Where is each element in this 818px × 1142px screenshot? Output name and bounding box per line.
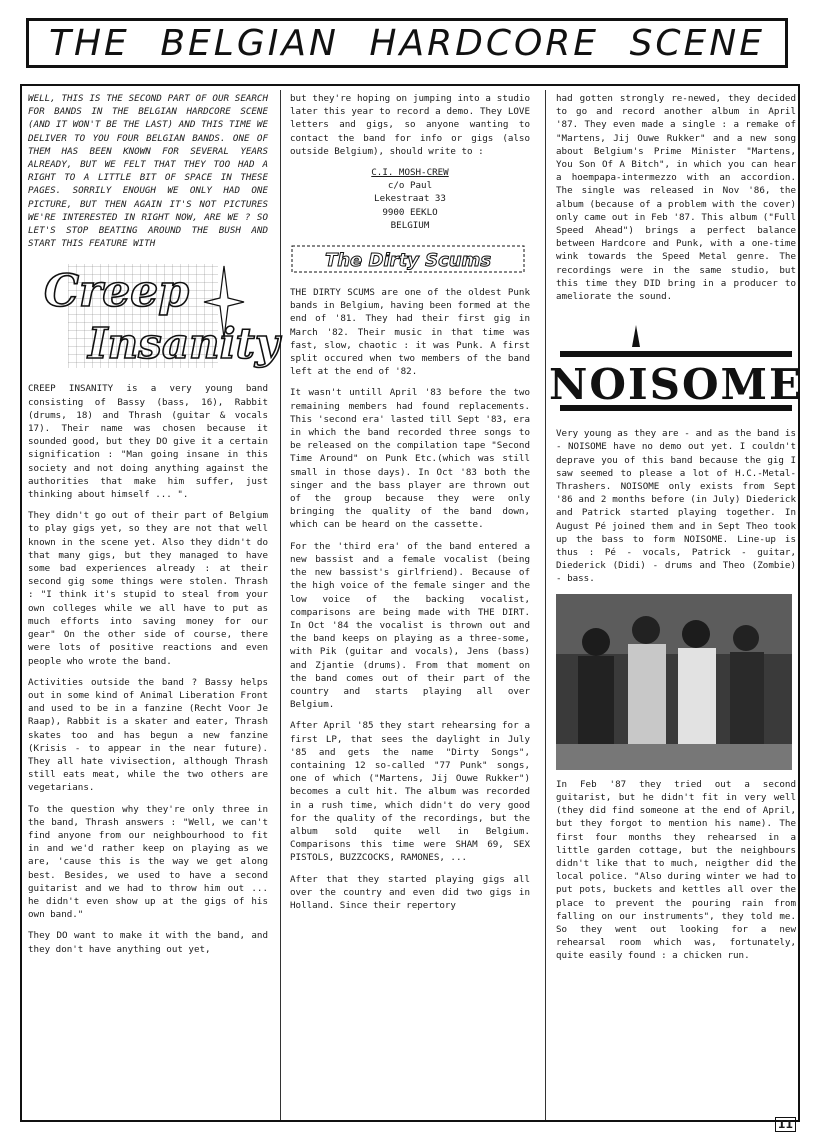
creep-paragraph-1: CREEP INSANITY is a very young band consisting of Bassy (bass, 16), Rabbit (drums, 18) and Thrash (guitar & vocals 17). Their name was chosen because it sounded good, but they DO give it a certain signification : "Man going insane in this society and not doing anything against the authorities that make him suffer, just thinking about himself ... ". bbox=[28, 383, 268, 501]
column-3 bbox=[548, 92, 804, 971]
creep-paragraph-4: To the question why they're only three in the band, Thrash answers : "Well, we can't find anyone from our neighbourhood to fit in and we'd rather keep on playing as we are, 'cause this is the way we get along best. Besides, we used to have a second guitarist and we had to throw him out ... he didn't even show up at the gigs of his own band." bbox=[28, 803, 268, 921]
column-divider-1 bbox=[280, 90, 281, 1120]
dirty-paragraph-2: It wasn't untill April '83 before the two remaining members had found replacements. This 'second era' lasted till Sept '83, era in which the band recorded three songs to be released on the compilation tape "Second Time Around" on Punk Etc.(which was still small in those days). In Oct '83 both the singer and the bass player are thrown out of the group because they were only bringing the quality of the band down, which can be heard on the cassette. bbox=[290, 387, 530, 531]
dirty-logo-text: The Dirty Scums bbox=[324, 250, 492, 272]
creep-contact-paragraph: but they're hoping on jumping into a studio later this year to record a demo. They LOVE letters and gigs, so anyone wanting to contact the band for info or gigs (also outside Belgium), should write to : bbox=[290, 93, 530, 157]
title-word-3: HARDCORE bbox=[369, 22, 600, 64]
column-1 bbox=[28, 92, 280, 964]
column-2 bbox=[290, 92, 530, 920]
address-co: c/o Paul bbox=[387, 180, 433, 192]
page-number: 11 bbox=[775, 1117, 796, 1132]
dirty-paragraph-3: For the 'third era' of the band entered a new bassist and a female vocalist (being the new bassist's girlfriend). Because of the high voice of the female singer and the low voice of the backing vocalist, comparisons are being made with THE DIRT. In Oct '84 the vocalist is thrown out and the band keeps on playing as a three-some, with Pik (guitar and vocals), Jens (bass) and Zjantie (drums). From that moment on the band comes out of their part of the country and starts playing all over Belgium. bbox=[290, 540, 530, 711]
address-country: BELGIUM bbox=[390, 219, 430, 231]
address-city: 9900 EEKLO bbox=[382, 206, 438, 218]
intro-paragraph: WELL, THIS IS THE SECOND PART OF OUR SEARCH FOR BANDS IN THE BELGIAN HARDCORE SCENE (AND IT WON'T BE THE LAST) AND THIS TIME WE DELIVER TO YOU FOUR BELGIAN BANDS. ONE OF THEM HAS BEEN KNOWN FOR SEVERAL YEARS ALREADY, BUT WE FELT THAT THEY TOO HAD A RIGHT TO A LITTLE BIT OF SPACE IN THESE PAGES. SORRILY ENOUGH WE ONLY HAD ONE PICTURE, BUT THEN AGAIN IT'S NOT PICTURES WE'RE INTERESTED IN RIGHT NOW, ARE WE ? SO LET'S STOP BEATING AROUND THE BUSH AND START THIS FEATURE WITH bbox=[28, 93, 268, 250]
band-photo bbox=[556, 594, 792, 770]
title-word-1: THE bbox=[49, 22, 130, 64]
noisome-logo-text: NOISOME bbox=[548, 360, 804, 410]
dirty-paragraph-4: After April '85 they start rehearsing for a first LP, that sees the daylight in July '85 and gets the name "Dirty Songs", containing 12 so-called "77 Punk" songs, one of which ("Martens, Jij Ouwe Rukker") becomes a cult hit. The album was recorded in a rush time, which didn't do very good for the quality of the recordings, but the album sold quite well in Belgium. Comparisons this time were SHAM 69, SEX PISTOLS, BUZZCOCKS, RAMONES, ... bbox=[290, 720, 530, 864]
page-title-box bbox=[26, 18, 788, 68]
contact-address bbox=[290, 166, 530, 232]
address-street: Lekestraat 33 bbox=[374, 193, 446, 205]
title-word-2: BELGIAN bbox=[160, 22, 339, 64]
dirty-scums-logo bbox=[290, 242, 526, 276]
address-name: C.I. MOSH-CREW bbox=[371, 167, 449, 179]
creep-logo-line2: Insanity bbox=[88, 319, 280, 369]
noisome-paragraph-1: Very young as they are - and as the band is - NOISOME have no demo out yet. I couldn't deprave you of this band because the gig I saw seemed to please a lot of H.C.-Metal-Thrashers. NOISOME only exists from Sept '86 and 2 months before (in July) Diederick and Patrick started playing together. In August Pé joined them and in Sept Theo took up the bass to form NOISOME. Line-up is thus : Pé - vocals, Patrick - guitar, Diederick (Didi) - drums and Theo (Zombie) - bass. bbox=[556, 428, 796, 585]
creep-paragraph-5: They DO want to make it with the band, and they don't have anything out yet, bbox=[28, 930, 268, 955]
creep-logo-line1: Creep bbox=[44, 266, 189, 318]
creep-paragraph-3: Activities outside the band ? Bassy helps out in some kind of Animal Liberation Front and used to be in a fanzine (Recht Voor Je Raap), Rabbit is a skater and eater, Thrash skates too and has begun a new fanzine (Krisis - to appear in the near future). They all hate vivisection, although Thrash still eats meat, while the two others are vegetarians. bbox=[28, 676, 268, 794]
column-divider-2 bbox=[545, 90, 546, 1120]
dirty-paragraph-5: After that they started playing gigs all over the country and even did two gigs in Holland. Since their repertory bbox=[290, 873, 530, 911]
noisome-paragraph-2: In Feb '87 they tried out a second guitarist, but he didn't fit in very well (they did find someone at the end of April, but they forgot to mention his name). The first four months they rehearsed in a little garden cottage, but the neighbours didn't like that to much, neigther did the local police. "Also during winter we had to put pots, buckets and kettles all over the place to prevent the pouring rain from falling on our instruments", they told me. So they went out looking for a new rehearsal room which was, fortunately, quite easily found : a chicken run. bbox=[556, 778, 796, 962]
noisome-logo bbox=[548, 321, 804, 417]
title-word-4: SCENE bbox=[629, 22, 765, 64]
dirty-paragraph-1: THE DIRTY SCUMS are one of the oldest Punk bands in Belgium, having been formed at the end of '81. They had their first gig in March '82. Their music in that time was fast, slow, chaotic : it was Punk. A first split occured when two members of the band left at the end of '82. bbox=[290, 287, 530, 378]
creep-paragraph-2: They didn't go out of their part of Belgium to play gigs yet, so they are not that well known in the scene yet. Also they didn't do that many gigs, but they managed to have some bad experiences already : at their second gig some things were stolen. Thrash : "I think it's stupid to steal from your own colleges while we all have to put as much efforts into saving money for our gear" On the other side of course, there were lots of positive reactions and even people who wrote the band. bbox=[28, 510, 268, 667]
dirty-paragraph-6: had gotten strongly re-newed, they decided to go and record another album in April '87. They even made a single : a remake of "Martens, Jij Ouwe Rukker" and a new song about Belgium's Prime Minister "Martens, You Son Of A Bitch", in which you can hear a hoempapa-intermezzo with an accordion. The single was released in Nov '86, the album (because of a problem with the cover) only came out in Feb '87. This album ("Full Speed Ahead") brings a perfect balance between Hardcore and Punk, with a one-time wink towards the Speed Metal genre. The recordings were in the same studio, but this time they DID bring in a producer to ameliorate the sound. bbox=[556, 93, 796, 303]
creep-insanity-logo bbox=[28, 258, 280, 374]
